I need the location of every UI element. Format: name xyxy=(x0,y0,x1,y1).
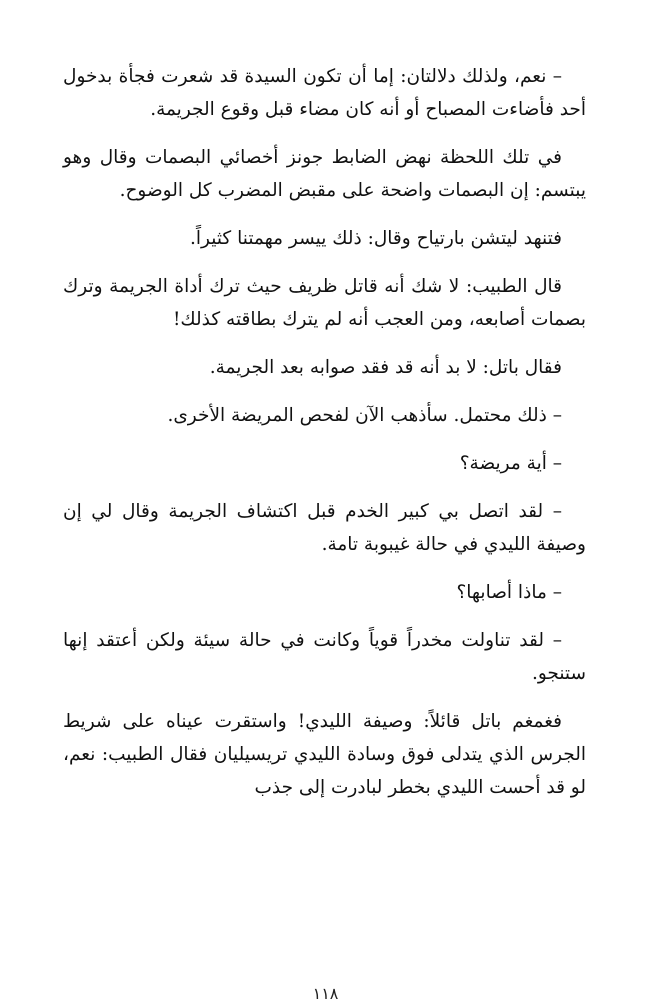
paragraph-7: – أية مريضة؟ xyxy=(459,453,562,474)
paragraph-8: – لقد اتصل بي كبير الخدم قبل اكتشاف الجريمة وقال لي إن وصيفة الليدي في حالة غيبوبة تامة. xyxy=(63,501,586,555)
paragraph-1: – نعم، ولذلك دلالتان: إما أن تكون السيدة قد شعرت فجأة بدخول أحد فأضاءت المصباح أو أنه كان مضاء قبل وقوع الجريمة. xyxy=(63,66,586,120)
paragraph-3: فتنهد ليتشن بارتياح وقال: ذلك ييسر مهمتنا كثيراً. xyxy=(190,228,562,249)
paragraph-5: فقال باتل: لا بد أنه قد فقد صوابه بعد الجريمة. xyxy=(209,357,562,378)
paragraph-9: – ماذا أصابها؟ xyxy=(456,582,562,603)
page-body xyxy=(63,60,586,819)
page-number: ١١٨ xyxy=(312,984,339,1003)
paragraph-6: – ذلك محتمل. سأذهب الآن لفحص المريضة الأخرى. xyxy=(167,405,562,426)
paragraph-11: فغمغم باتل قائلاً: وصيفة الليدي! واستقرت عيناه على شريط الجرس الذي يتدلى فوق وسادة الليدي تريسيليان فقال الطبيب: نعم، لو قد أحست الليدي بخطر لبادرت إلى جذب xyxy=(63,711,586,798)
paragraph-4: قال الطبيب: لا شك أنه قاتل ظريف حيث ترك أداة الجريمة وترك بصمات أصابعه، ومن العجب أنه لم يترك بطاقته كذلك! xyxy=(63,276,586,330)
paragraph-2: في تلك اللحظة نهض الضابط جونز أخصائي البصمات وقال وهو يبتسم: إن البصمات واضحة على مقبض المضرب كل الوضوح. xyxy=(63,147,586,201)
paragraph-10: – لقد تناولت مخدراً قوياً وكانت في حالة سيئة ولكن أعتقد إنها ستنجو. xyxy=(63,630,586,684)
